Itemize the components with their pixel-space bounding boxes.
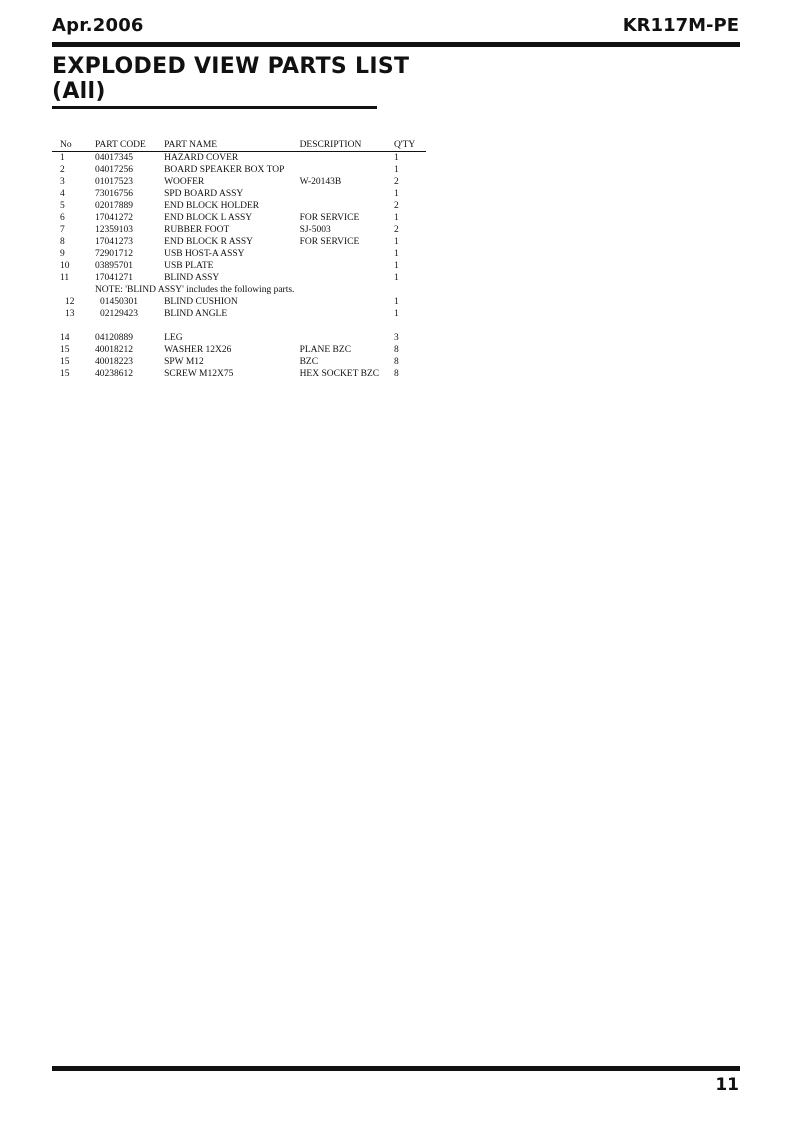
row-qty: 3 <box>394 333 399 343</box>
row-part-name: WASHER 12X26 <box>164 345 232 355</box>
note-row <box>52 284 426 296</box>
row-part-name: BLIND CUSHION <box>164 297 238 307</box>
row-qty: 1 <box>394 261 399 271</box>
row-description: SJ-5003 <box>299 225 331 235</box>
row-part-code: 73016756 <box>94 189 133 199</box>
row-qty: 2 <box>394 225 399 235</box>
row-no: 6 <box>60 213 65 223</box>
row-no: 9 <box>60 249 65 259</box>
row-no: 3 <box>60 177 65 187</box>
row-part-code: 40238612 <box>94 369 133 379</box>
header-no: No <box>52 139 95 152</box>
row-no: 5 <box>60 201 65 211</box>
row-description: FOR SERVICE <box>299 237 360 247</box>
header-description: DESCRIPTION <box>300 139 394 152</box>
table-row <box>52 188 426 200</box>
parts-table <box>52 139 426 380</box>
table-row <box>52 224 426 236</box>
row-qty: 1 <box>394 309 399 319</box>
page-title-line2: (All) <box>52 79 106 104</box>
row-qty: 1 <box>394 189 399 199</box>
row-no: 15 <box>60 369 70 379</box>
row-no: 2 <box>60 165 65 175</box>
row-qty: 1 <box>394 165 399 175</box>
footer-rule <box>52 1066 740 1071</box>
row-part-name: RUBBER FOOT <box>164 225 230 235</box>
row-description <box>300 248 394 260</box>
row-qty: 2 <box>394 201 399 211</box>
row-no: 10 <box>60 261 70 271</box>
row-no: 11 <box>60 273 70 283</box>
row-part-name: BLIND ANGLE <box>164 309 228 319</box>
row-no: 13 <box>65 309 75 319</box>
row-part-name: USB HOST-A ASSY <box>164 249 245 259</box>
row-qty: 1 <box>394 249 399 259</box>
row-qty: 1 <box>394 297 399 307</box>
row-qty: 8 <box>394 357 399 367</box>
row-description <box>300 152 394 165</box>
row-description <box>300 164 394 176</box>
row-part-code: 01017523 <box>94 177 133 187</box>
row-description: FOR SERVICE <box>299 213 360 223</box>
row-description <box>300 188 394 200</box>
row-part-code: 40018223 <box>94 357 133 367</box>
header-date: Apr.2006 <box>52 15 144 36</box>
row-part-name: END BLOCK L ASSY <box>164 213 253 223</box>
row-no: 1 <box>60 153 65 163</box>
row-part-name: END BLOCK HOLDER <box>164 201 260 211</box>
row-qty: 2 <box>394 177 399 187</box>
row-part-code: 12359103 <box>94 225 133 235</box>
row-no: 4 <box>60 189 65 199</box>
row-part-code: 03895701 <box>94 261 133 271</box>
row-qty: 8 <box>394 345 399 355</box>
row-part-code: 02017889 <box>94 201 133 211</box>
header-model: KR117M-PE <box>622 15 739 36</box>
row-description <box>300 260 394 272</box>
table-row <box>52 236 426 248</box>
row-part-code: 04017256 <box>94 165 133 175</box>
blind-assy-note: NOTE: 'BLIND ASSY' includes the following parts. <box>94 285 295 295</box>
table-row <box>52 356 426 368</box>
row-part-name: BOARD SPEAKER BOX TOP <box>164 165 285 175</box>
row-part-code: 17041273 <box>94 237 133 247</box>
row-qty: 1 <box>394 153 399 163</box>
row-no: 15 <box>60 357 70 367</box>
row-part-code: 40018212 <box>94 345 133 355</box>
table-row <box>52 308 426 320</box>
spacer-row <box>52 320 426 332</box>
parts-table-header <box>52 139 426 152</box>
row-qty: 1 <box>394 273 399 283</box>
row-part-code: 17041272 <box>94 213 133 223</box>
row-description <box>300 332 394 344</box>
row-no: 15 <box>60 345 70 355</box>
header-qty: Q'TY <box>394 139 426 152</box>
table-row <box>52 176 426 188</box>
row-part-name: SPD BOARD ASSY <box>164 189 244 199</box>
row-description <box>300 296 394 308</box>
header-part-code: PART CODE <box>95 139 164 152</box>
row-qty: 1 <box>394 237 399 247</box>
table-row <box>52 200 426 212</box>
row-no: 8 <box>60 237 65 247</box>
table-row <box>52 296 426 308</box>
row-part-name: LEG <box>164 333 183 343</box>
row-part-name: END BLOCK R ASSY <box>164 237 254 247</box>
table-row <box>52 332 426 344</box>
row-part-code: 01450301 <box>99 297 138 307</box>
table-row <box>52 152 426 165</box>
title-rule <box>52 106 377 109</box>
header-rule <box>52 42 740 47</box>
row-description: PLANE BZC <box>299 345 352 355</box>
row-part-name: WOOFER <box>164 177 205 187</box>
row-description <box>300 272 394 284</box>
table-row <box>52 260 426 272</box>
table-row <box>52 248 426 260</box>
row-part-code: 17041271 <box>94 273 133 283</box>
row-part-name: SCREW M12X75 <box>164 369 234 379</box>
row-part-name: USB PLATE <box>164 261 214 271</box>
row-part-name: SPW M12 <box>164 357 204 367</box>
page-number: 11 <box>715 1075 739 1095</box>
table-row <box>52 272 426 284</box>
row-description <box>300 200 394 212</box>
row-description: W-20143B <box>299 177 342 187</box>
row-qty: 1 <box>394 213 399 223</box>
row-part-code: 02129423 <box>99 309 138 319</box>
row-no: 7 <box>60 225 65 235</box>
row-part-code: 04120889 <box>94 333 133 343</box>
row-qty: 8 <box>394 369 399 379</box>
table-row <box>52 344 426 356</box>
row-part-name: HAZARD COVER <box>164 153 239 163</box>
row-part-code: 72901712 <box>94 249 133 259</box>
row-no: 12 <box>65 297 75 307</box>
table-row <box>52 212 426 224</box>
table-row <box>52 164 426 176</box>
row-description: BZC <box>299 357 319 367</box>
page-title-line1: EXPLODED VIEW PARTS LIST <box>52 54 410 79</box>
row-part-name: BLIND ASSY <box>164 273 220 283</box>
table-row <box>52 368 426 380</box>
row-no: 14 <box>60 333 70 343</box>
page-title <box>52 54 409 104</box>
row-description: HEX SOCKET BZC <box>299 369 380 379</box>
row-description <box>300 308 394 320</box>
row-part-code: 04017345 <box>94 153 133 163</box>
header-part-name: PART NAME <box>164 139 299 152</box>
